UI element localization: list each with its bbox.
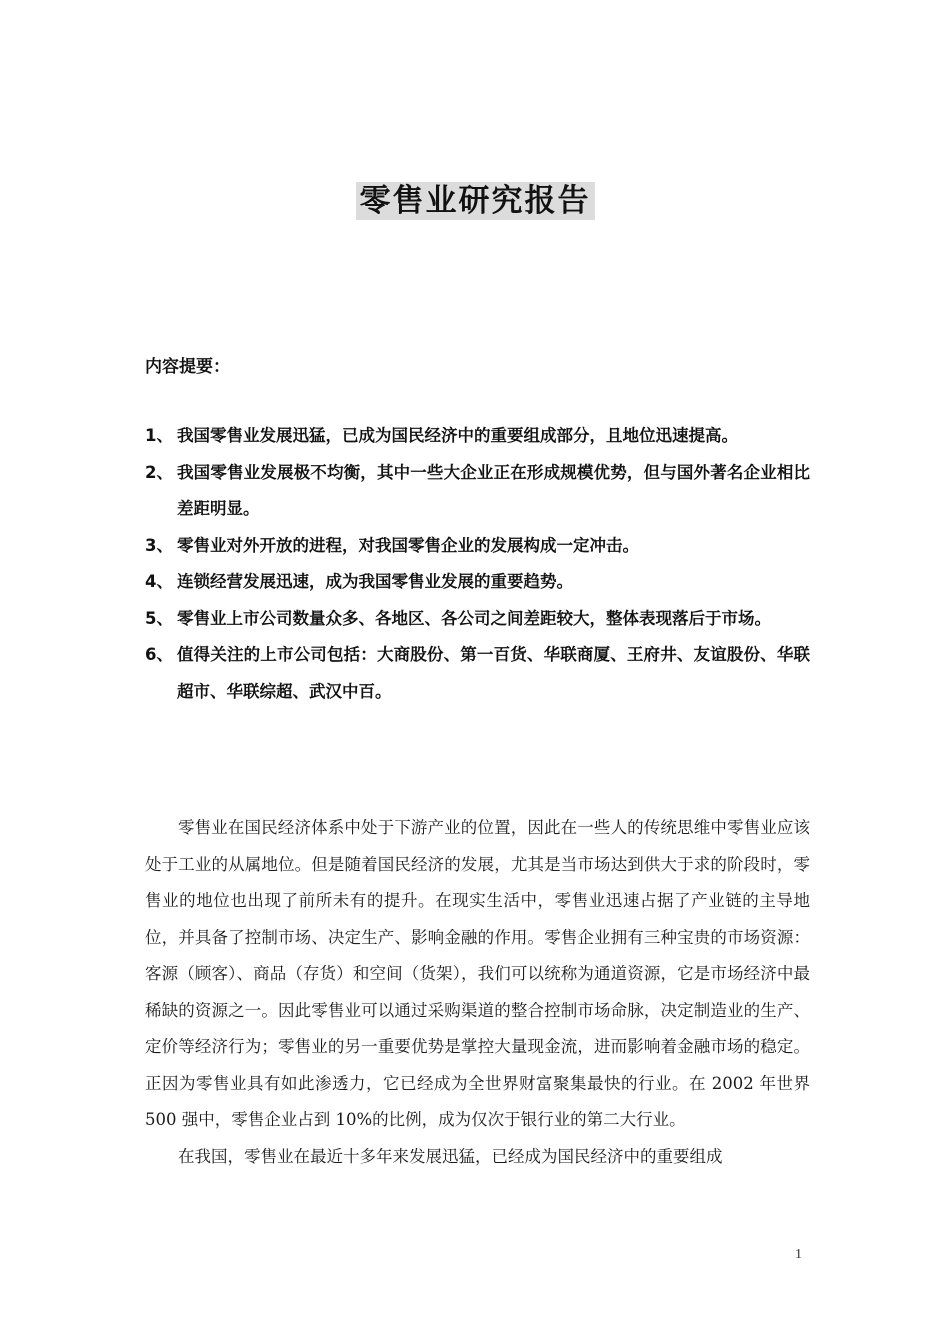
summary-item <box>145 601 810 638</box>
summary-item <box>145 637 810 710</box>
summary-item-number: 2、 <box>145 462 173 482</box>
summary-item <box>145 528 810 565</box>
summary-item-number: 5、 <box>145 608 173 628</box>
body-paragraph: 零售业在国民经济体系中处于下游产业的位置，因此在一些人的传统思维中零售业应该处于工业的从属地位。但是随着国民经济的发展，尤其是当市场达到供大于求的阶段时，零售业的地位也出现了前所未有的提升。在现实生活中，零售业迅速占据了产业链的主导地位，并具备了控制市场、决定生产、影响金融的作用。零售企业拥有三种宝贵的市场资源：客源（顾客）、商品（存货）和空间（货架），我们可以统称为通道资源，它是市场经济中最稀缺的资源之一。因此零售业可以通过采购渠道的整合控制市场命脉，决定制造业的生产、定价等经济行为；零售业的另一重要优势是掌控大量现金流，进而影响着金融市场的稳定。正因为零售业具有如此渗透力，它已经成为全世界财富聚集最快的行业。在 2002 年世界 500 强中，零售企业占到 10%的比例，成为仅次于银行业的第二大行业。 <box>145 818 810 1129</box>
summary-item-number: 4、 <box>145 572 173 591</box>
title-container <box>0 182 950 220</box>
page-number: 1 <box>795 1247 802 1262</box>
summary-item-text: 连锁经营发展迅速，成为我国零售业发展的重要趋势。 <box>177 572 573 591</box>
summary-item <box>145 455 810 528</box>
summary-item <box>145 418 810 455</box>
body-paragraph: 在我国，零售业在最近十多年来发展迅猛，已经成为国民经济中的重要组成 <box>178 1146 723 1166</box>
body-text <box>145 810 810 1175</box>
summary-item-text: 我国零售业发展迅猛，已成为国民经济中的重要组成部分，且地位迅速提高。 <box>177 426 738 445</box>
summary-item-number: 1、 <box>145 426 173 445</box>
summary-item-text: 零售业对外开放的进程，对我国零售企业的发展构成一定冲击。 <box>177 535 639 555</box>
summary-list <box>145 418 810 710</box>
summary-item-text: 零售业上市公司数量众多、各地区、各公司之间差距较大，整体表现落后于市场。 <box>177 608 771 628</box>
summary-item-text: 我国零售业发展极不均衡，其中一些大企业正在形成规模优势，但与国外著名企业相比差距明显。 <box>177 462 810 518</box>
summary-item-number: 6、 <box>145 645 173 664</box>
summary-label: 内容提要： <box>145 357 230 377</box>
summary-item-number: 3、 <box>145 535 173 555</box>
document-title: 零售业研究报告 <box>356 182 595 220</box>
summary-item-text: 值得关注的上市公司包括：大商股份、第一百货、华联商厦、王府井、友谊股份、华联超市、华联综超、武汉中百。 <box>177 645 810 701</box>
summary-item <box>145 564 810 601</box>
